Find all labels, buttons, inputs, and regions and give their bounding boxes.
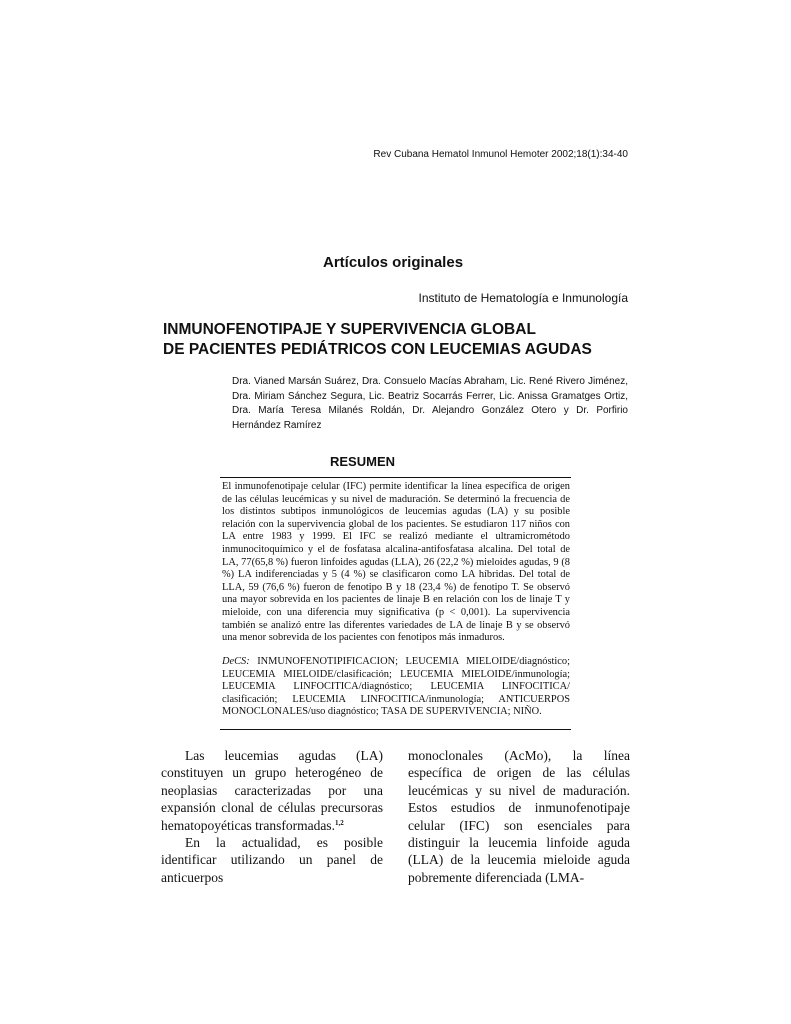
abstract-paragraph: El inmunofenotipaje celular (IFC) permite identificar la línea específica de origen de las células leucémicas y su nivel de maduración. Se determinó la frecuencia de los distintos subtipos inmunológicos de leucemias agudas (LA) y su posible relación con la supervivencia global de los pacientes. Se estudiaron 117 niños con LA entre 1983 y 1999. El IFC se realizó mediante el ultramicrométodo inmunocitoquímico y el de fosfatasa alcalina-antifosfatasa alcalina. Del total de LA, 77(65,8 %) fueron linfoides agudas (LLA), 26 (22,2 %) mieloides agudas, 9 (8 %) LA indiferenciadas y 5 (4 %) se clasificaron como LA híbridas. Del total de LLA, 59 (76,6 %) fueron de fenotipo B y 18 (23,4 %) de fenotipo T. Se observó una mayor sobrevida en los pacientes de linaje B en relación con los de linaje T y mieloide, con una diferencia muy significativa (p < 0,001). La supervivencia también se analizó entre las diferentes variedades de LA de linaje B y se observó una menor sobrevida de los pacientes con fenotipos más inmaduros. — [222, 481, 570, 644]
keywords-list: INMUNOFENOTIPIFICACION; LEUCEMIA MIELOIDE/diagnóstico; LEUCEMIA MIELOIDE/clasificación; LEUCEMIA MIELOIDE/inmunología; LEUCEMIA LINFOCITICA/diagnóstico; LEUCEMIA LINFOCITICA/ clasificación; LEUCEMIA LINFOCITICA/inmunología; ANTICUERPOS MONOCLONALES/uso diagnóstico; TASA DE SUPERVIVENCIA; NIÑO. — [222, 656, 570, 718]
abstract-body — [222, 481, 570, 645]
author-list: Dra. Vianed Marsán Suárez, Dra. Consuelo Macías Abraham, Lic. René Rivero Jiménez, Dra. Miriam Sánchez Segura, Lic. Beatriz Socarrás Ferrer, Lic. Anissa Gramatges Ortiz, Dra. María Teresa Milanés Roldán, Dr. Alejandro González Otero y Dr. Porfirio Hernández Ramírez — [232, 376, 628, 431]
body-paragraph-1-text: Las leucemias agudas (LA) constituyen un grupo heterogéneo de neoplasias caracterizadas por una expansión clonal de células precursoras hematopoyéticas transformadas. — [161, 748, 383, 833]
article-title — [163, 320, 592, 360]
institution: Instituto de Hematología e Inmunología — [418, 291, 628, 305]
abstract-bottom-rule — [220, 729, 571, 730]
abstract-top-rule — [220, 477, 571, 478]
abstract-heading: RESUMEN — [330, 454, 396, 469]
article-title-line-1: INMUNOFENOTIPAJE Y SUPERVIVENCIA GLOBAL — [163, 321, 536, 338]
body-paragraph-2: En la actualidad, es posible identificar utilizando un panel de anticuerpos — [161, 835, 383, 885]
body-paragraph-3: monoclonales (AcMo), la línea específica de origen de las células leucémicas y su nivel de maduración. Estos estudios de inmunofenotipaje celular (IFC) son esenciales para distinguir la leucemia linfoide aguda (LLA) de la leucemia mieloide aguda pobremente diferenciada (LMA- — [408, 748, 630, 885]
keywords-label: DeCS: — [222, 656, 250, 667]
body-paragraph-1 — [161, 747, 383, 834]
journal-reference: Rev Cubana Hematol Inmunol Hemoter 2002;18(1):34-40 — [373, 149, 628, 160]
article-title-line-2: DE PACIENTES PEDIÁTRICOS CON LEUCEMIAS AGUDAS — [163, 341, 592, 358]
citation-ref: 1,2 — [334, 818, 344, 827]
section-title: Artículos originales — [323, 254, 464, 271]
body-column-left — [161, 747, 383, 886]
body-column-right — [408, 747, 630, 886]
keywords — [222, 656, 570, 719]
